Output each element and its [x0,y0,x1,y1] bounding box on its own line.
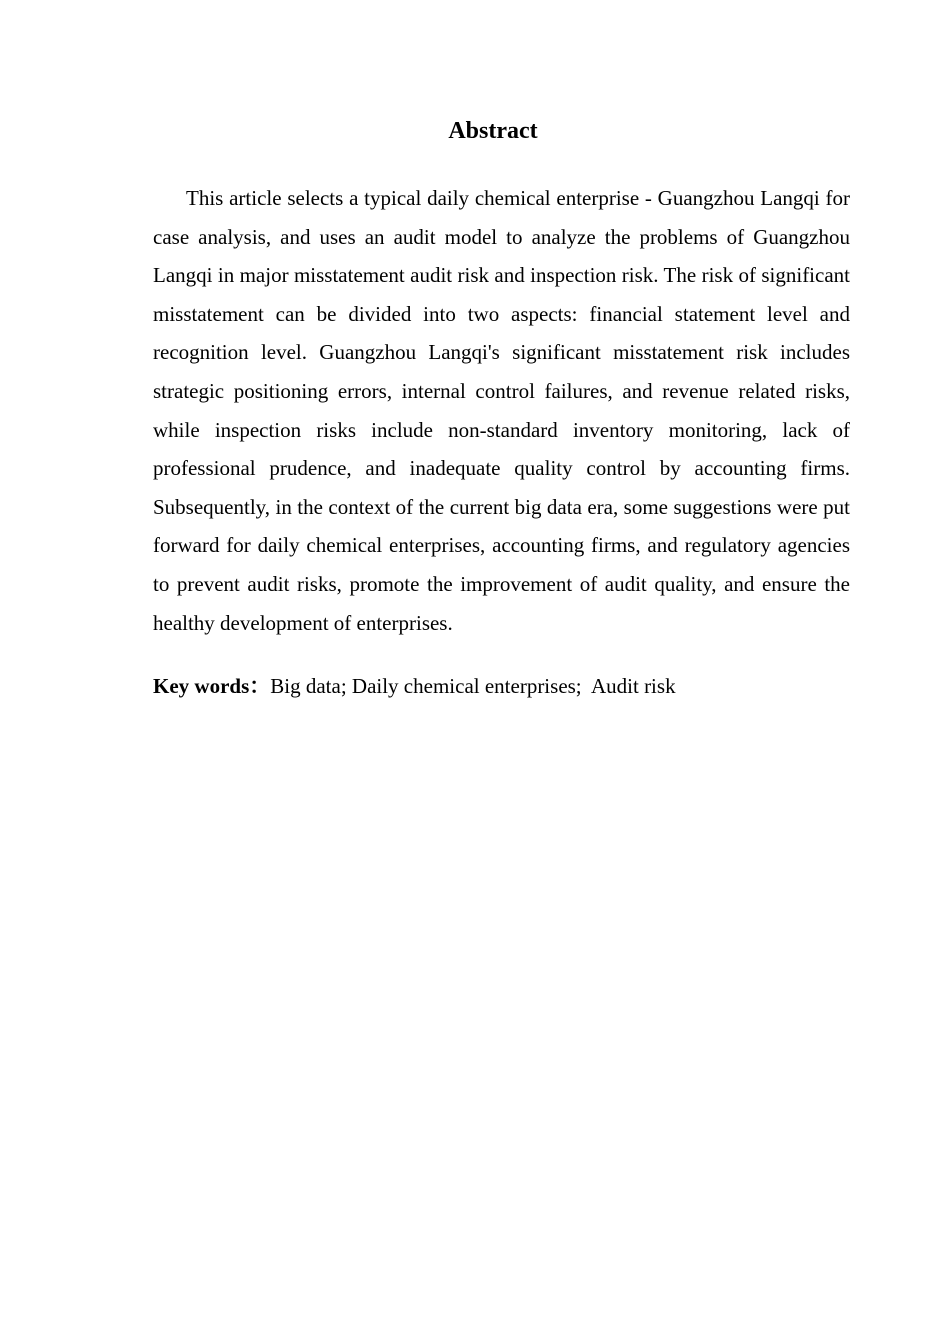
keywords-value: Big data; Daily chemical enterprises; Audit risk [270,674,676,698]
keywords-label: Key words： [153,674,271,698]
keywords-line [153,667,850,705]
abstract-paragraph: This article selects a typical daily chemical enterprise - Guangzhou Langqi for case analysis, and uses an audit model to analyze the problems of Guangzhou Langqi in major misstatement audit risk and inspection risk. The risk of significant misstatement can be divided into two aspects: financial statement level and recognition level. Guangzhou Langqi's significant misstatement risk includes strategic positioning errors, internal control failures, and revenue related risks, while inspection risks include non-standard inventory monitoring, lack of professional prudence, and inadequate quality control by accounting firms. Subsequently, in the context of the current big data era, some suggestions were put forward for daily chemical enterprises, accounting firms, and regulatory agencies to prevent audit risks, promote the improvement of audit quality, and ensure the healthy development of enterprises. [153,186,850,635]
abstract-title: Abstract [448,118,538,144]
